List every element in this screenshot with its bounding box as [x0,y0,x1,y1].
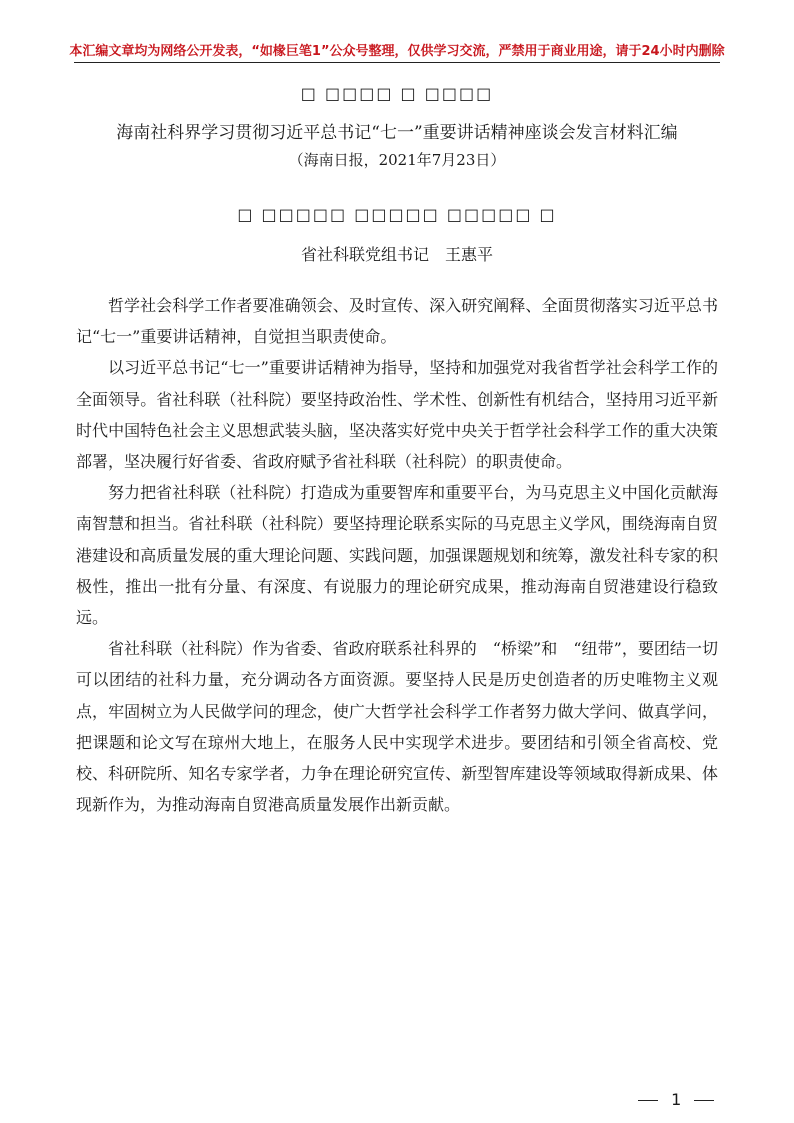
paragraph: 省社科联（社科院）作为省委、省政府联系社科界的 “桥梁”和 “纽带”，要团结一切可以团结的社科力量，充分调动各方面资源。要坚持人民是历史创造者的历史唯物主义观点，牢固树立为人民做学问的理念，使广大哲学社会科学工作者努力做大学问、做真学问，把课题和论文写在琼州大地上，在服务人民中实现学术进步。要团结和引领全省高校、党校、科研院所、知名专家学者，力争在理论研究宣传、新型智库建设等领域取得新成果、体现新作为，为推动海南自贸港高质量发展作出新贡献。 [76,639,718,815]
page-number [638,1090,714,1109]
author-line: 省社科联党组书记 王惠平 [300,245,493,264]
paragraph: 以习近平总书记“七一”重要讲话精神为指导，坚持和加强党对我省哲学社会科学工作的全面领导。省社科联（社科院）要坚持政治性、学术性、创新性有机结合，坚持用习近平新时代中国特色社会主义思想武装头脑，坚决落实好党中央关于哲学社会科学工作的重大决策部署，坚决履行好省委、省政府赋予省社科联（社科院）的职责使命。 [76,358,718,472]
page-number-value: 1 [671,1090,682,1109]
header-rule [74,62,720,63]
paragraph: 哲学社会科学工作者要准确领会、及时宣传、深入研究阐释、全面贯彻落实习近平总书记“七一”重要讲话精神，自觉担当职责使命。 [76,296,718,347]
disclaimer-banner: 本汇编文章均为网络公开发表，“如椽巨笔1”公众号整理，仅供学习交流，严禁用于商业用途，请于24小时内删除 [69,44,725,59]
article-title-marks: □ □□□□□ □□□□□ □□□□□ □ [237,205,557,224]
placeholder-marks: □ □□□□ □ □□□□ [300,84,494,103]
paragraph: 努力把省社科联（社科院）打造成为重要智库和重要平台，为马克思主义中国化贡献海南智慧和担当。省社科联（社科院）要坚持理论联系实际的马克思主义学风，围绕海南自贸港建设和高质量发展的重大理论问题、实践问题，加强课题规划和统筹，激发社科专家的积极性，推出一批有分量、有深度、有说服力的理论研究成果，推动海南自贸港建设行稳致远。 [76,483,718,628]
article-body [76,290,718,820]
collection-title: 海南社科界学习贯彻习近平总书记“七一”重要讲话精神座谈会发言材料汇编 [116,123,678,143]
source-note: （海南日报，2021年7月23日） [288,151,506,169]
